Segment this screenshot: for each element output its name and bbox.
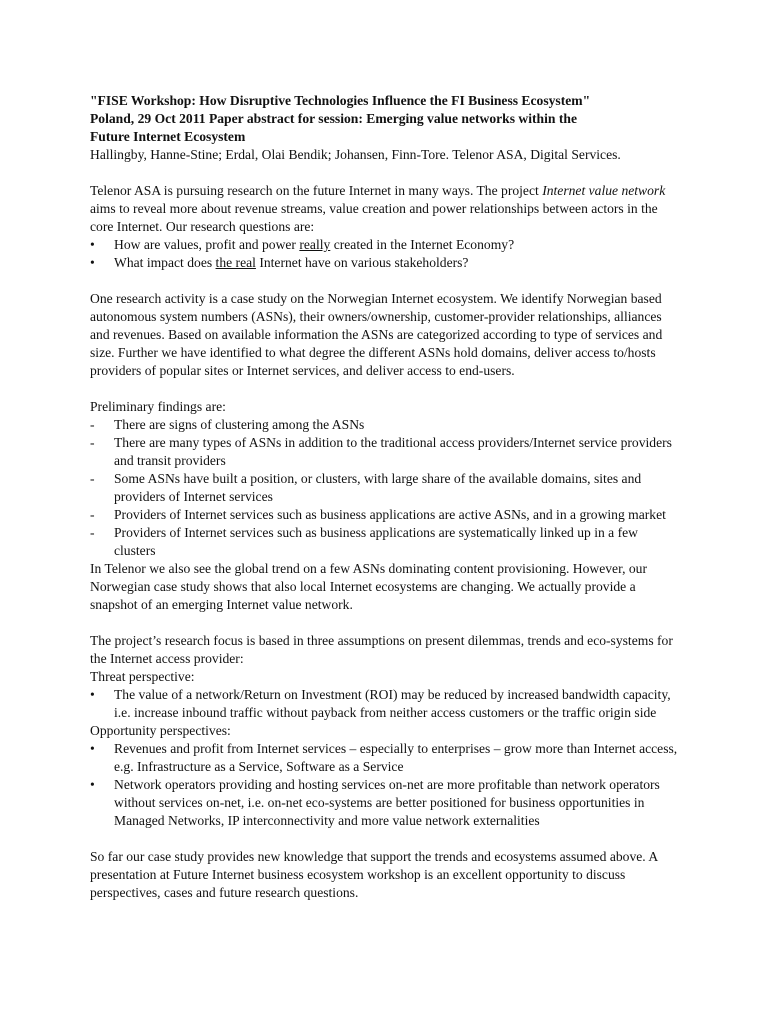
bullet-icon: • xyxy=(90,777,95,792)
research-questions-list xyxy=(90,236,680,272)
intro-paragraph: Telenor ASA is pursuing research on the future Internet in many ways. The project Internet value network aims to reveal more about revenue streams, value creation and power relationships between actors in the core Internet. Our research questions are: xyxy=(90,183,666,234)
project-name: Internet value network xyxy=(542,183,666,198)
bullet-icon: • xyxy=(90,255,95,270)
threat-list xyxy=(90,686,680,722)
focus-paragraph: The project’s research focus is based in three assumptions on present dilemmas, trends and eco-systems for the Internet access provider: xyxy=(90,633,673,666)
document-title xyxy=(90,92,680,146)
opportunity-heading: Opportunity perspectives: xyxy=(90,723,231,738)
list-item: • Revenues and profit from Internet services – especially to enterprises – grow more than Internet access, e.g. Infrastructure as a Service, Software as a Service xyxy=(90,741,678,774)
document-body xyxy=(90,92,680,902)
list-item: • Network operators providing and hosting services on-net are more profitable than network operators without services on-net, i.e. on-net eco-systems are better positioned for business opportunities in Managed Networks, IP interconnectivity and more value network externalities xyxy=(90,777,660,828)
bullet-icon: • xyxy=(90,237,95,252)
dash-icon: - xyxy=(90,507,95,522)
opportunity-list xyxy=(90,740,680,830)
list-item: • The value of a network/Return on Investment (ROI) may be reduced by increased bandwidth capacity, i.e. increase inbound traffic without payback from neither access customers or the traffic origin side xyxy=(90,687,671,720)
trend-paragraph: In Telenor we also see the global trend on a few ASNs dominating content provisioning. However, our Norwegian case study shows that also local Internet ecosystems are changing. We actually provide a snapshot of an emerging Internet value network. xyxy=(90,561,647,612)
dash-icon: - xyxy=(90,435,95,450)
title-line: "FISE Workshop: How Disruptive Technologies Influence the FI Business Ecosystem" xyxy=(90,93,591,108)
list-item: • What impact does the real Internet have on various stakeholders? xyxy=(90,255,469,270)
list-item: - Providers of Internet services such as business applications are active ASNs, and in a growing market xyxy=(90,507,666,522)
dash-icon: - xyxy=(90,471,95,486)
threat-heading: Threat perspective: xyxy=(90,669,195,684)
case-study-paragraph: One research activity is a case study on the Norwegian Internet ecosystem. We identify Norwegian based autonomous system numbers (ASNs), their owners/ownership, customer-provider relationships, alliances and revenues. Based on available information the ASNs are categorized according to type of services and size. Further we have identified to what degree the different ASNs hold domains, deliver access to/hosts providers of popular sites or Internet services, and deliver access to end-users. xyxy=(90,291,663,378)
dash-icon: - xyxy=(90,525,95,540)
findings-intro: Preliminary findings are: xyxy=(90,399,226,414)
bullet-icon: • xyxy=(90,687,95,702)
list-item: - Some ASNs have built a position, or clusters, with large share of the available domains, sites and providers of Internet services xyxy=(90,471,642,504)
dash-icon: - xyxy=(90,417,95,432)
findings-list xyxy=(90,416,680,560)
conclusion-paragraph: So far our case study provides new knowledge that support the trends and ecosystems assumed above. A presentation at Future Internet business ecosystem workshop is an excellent opportunity to discuss perspectives, cases and future research questions. xyxy=(90,849,658,900)
list-item: • How are values, profit and power really created in the Internet Economy? xyxy=(90,237,515,252)
title-line: Future Internet Ecosystem xyxy=(90,129,246,144)
authors-line: Hallingby, Hanne-Stine; Erdal, Olai Bendik; Johansen, Finn-Tore. Telenor ASA, Digital Services. xyxy=(90,147,621,162)
list-item: - There are many types of ASNs in addition to the traditional access providers/Internet service providers and transit providers xyxy=(90,435,672,468)
list-item: - There are signs of clustering among the ASNs xyxy=(90,417,365,432)
title-line: Poland, 29 Oct 2011 Paper abstract for session: Emerging value networks within the xyxy=(90,111,577,126)
list-item: - Providers of Internet services such as business applications are systematically linked up in a few clusters xyxy=(90,525,638,558)
bullet-icon: • xyxy=(90,741,95,756)
